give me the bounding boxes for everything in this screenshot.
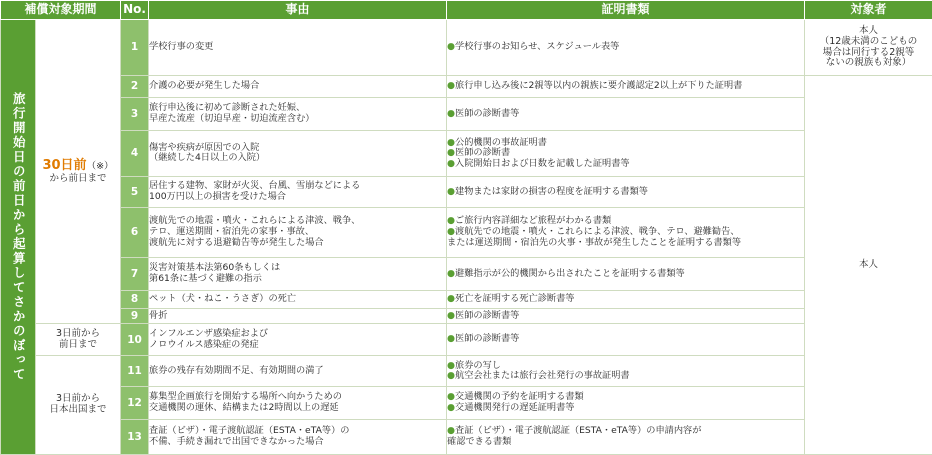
- document-line: ●医師の診断書等: [447, 333, 520, 345]
- bullet-icon: ●: [447, 215, 456, 227]
- reason-cell: [149, 290, 447, 308]
- reason-cell: [149, 324, 447, 356]
- table-row: [1, 257, 932, 290]
- documents-cell: [447, 176, 805, 207]
- documents-cell: [447, 20, 805, 76]
- bullet-icon: ●: [447, 267, 456, 279]
- period-line: 前日まで: [59, 338, 98, 350]
- reason-line: 渡航先に対する退避勧告等が発生した場合: [149, 236, 324, 248]
- reason-cell: [149, 97, 447, 130]
- document-line: ●医師の診断書: [447, 147, 511, 159]
- period-30-days: [36, 20, 121, 324]
- table-row: [1, 308, 932, 324]
- bullet-icon: ●: [447, 41, 456, 53]
- bullet-icon: ●: [447, 391, 456, 403]
- documents-cell: [447, 324, 805, 356]
- period-3-days: [36, 324, 121, 356]
- period-3-days-departure: [36, 356, 121, 455]
- period-vertical-text: 旅行開始日の前日から起算してさかのぼって: [11, 92, 27, 382]
- period-line: 日本出国まで: [49, 404, 107, 416]
- documents-cell: [447, 387, 805, 419]
- reason-line: 旅券の残存有効期間不足、有効期間の満了: [149, 365, 324, 377]
- documents-cell: [447, 257, 805, 290]
- documents-cell: [447, 76, 805, 98]
- reason-line: 学校行事の変更: [149, 41, 214, 53]
- reason-cell: [149, 419, 447, 454]
- row-number: 10: [121, 324, 149, 356]
- row-number: 11: [121, 356, 149, 387]
- row-number: 1: [121, 20, 149, 76]
- documents-cell: [447, 356, 805, 387]
- table-row: [1, 131, 932, 177]
- target-line: 本人: [859, 24, 879, 36]
- reason-cell: [149, 387, 447, 419]
- bullet-icon: ●: [447, 107, 456, 119]
- bullet-icon: ●: [447, 425, 456, 437]
- reason-cell: [149, 76, 447, 98]
- document-line: または運送期間・宿泊先の火事・事故が発生したことを証明する書類等: [447, 236, 742, 248]
- table-row: [1, 387, 932, 419]
- reason-line: 不備、手続き漏れで出国できなかった場合: [149, 435, 324, 447]
- row-number: 8: [121, 290, 149, 308]
- bullet-icon: ●: [447, 370, 456, 382]
- reason-line: ノロウイルス感染症の発症: [149, 338, 259, 350]
- header-target: 対象者: [805, 1, 932, 20]
- document-line: ●建物または家財の損害の程度を証明する書類等: [447, 185, 648, 197]
- table-row: [1, 290, 932, 308]
- reason-line: 早産た流産（切迫早産・切迫流産含む）: [149, 112, 315, 124]
- period-30-note: （※）: [86, 160, 114, 172]
- reason-line: インフルエンザ感染症および: [149, 328, 269, 340]
- reason-line: 渡航先での地震・噴火・これらによる津波、戦争、: [149, 215, 361, 227]
- reason-cell: [149, 207, 447, 257]
- documents-cell: [447, 308, 805, 324]
- target-line: ないの親族も対象）: [825, 57, 912, 69]
- bullet-icon: ●: [447, 402, 456, 414]
- reason-line: ペット（犬・ねこ・うさぎ）の死亡: [149, 292, 297, 304]
- header-row: [1, 1, 932, 20]
- document-line: 確認できる書類: [447, 435, 512, 447]
- reason-line: 100万円以上の損害を受けた場合: [149, 190, 286, 202]
- reason-line: 交通機関の運休、結構または2時間以上の遅延: [149, 402, 339, 414]
- row-number: 6: [121, 207, 149, 257]
- reason-line: 傷害や疾病が原因での入院: [149, 141, 260, 153]
- target-cell-rest: 本人: [805, 76, 932, 455]
- document-line: ●査証（ビザ）・電子渡航認証（ESTA・eTA等）の申請内容が: [447, 425, 702, 437]
- reason-line: 骨折: [149, 309, 168, 321]
- document-line: ●死亡を証明する死亡診断書等: [447, 292, 575, 304]
- bullet-icon: ●: [447, 292, 456, 304]
- table-row: [1, 176, 932, 207]
- row-number: 9: [121, 308, 149, 324]
- row-number: 4: [121, 131, 149, 177]
- reason-line: 査証（ビザ）・電子渡航認証（ESTA・eTA等）の: [149, 425, 350, 437]
- period-30-lead: 30日前: [42, 157, 87, 173]
- document-line: ●交通機関の予約を証明する書類: [447, 391, 584, 403]
- header-reason: 事由: [149, 1, 447, 20]
- reason-cell: [149, 308, 447, 324]
- reason-line: 第61条に基づく避難の指示: [149, 272, 262, 284]
- period-line: 3日前から: [55, 327, 101, 339]
- row-number: 5: [121, 176, 149, 207]
- reason-line: テロ、運送期間・宿泊先の家事・事故、: [149, 226, 315, 237]
- document-line: ●渡航先での地震・噴火・これらによる津波、戦争、テロ、避難勧告、: [447, 226, 740, 237]
- document-line: ●航空会社または旅行会社発行の事故証明書: [447, 370, 630, 382]
- reason-cell: [149, 257, 447, 290]
- document-line: ●公的機関の事故証明書: [447, 136, 547, 148]
- reason-line: 災害対策基本法第60条もしくは: [149, 262, 281, 274]
- row-number: 12: [121, 387, 149, 419]
- period-line: 3日前から: [55, 393, 101, 405]
- table-row: [1, 76, 932, 98]
- table-row: [1, 419, 932, 454]
- table-row: [1, 356, 932, 387]
- bullet-icon: ●: [447, 147, 456, 159]
- bullet-icon: ●: [447, 136, 456, 148]
- document-line: ●旅券の写し: [447, 359, 501, 371]
- header-period: 補償対象期間: [1, 1, 121, 20]
- target-line: （12歳未満のこどもの: [819, 35, 918, 47]
- documents-cell: [447, 97, 805, 130]
- document-line: ●旅行申し込み後に2親等以内の親族に要介護認定2以上が下りた証明書: [447, 80, 743, 92]
- bullet-icon: ●: [447, 333, 456, 345]
- documents-cell: [447, 131, 805, 177]
- bullet-icon: ●: [447, 185, 456, 197]
- reason-cell: [149, 131, 447, 177]
- document-line: ●ご旅行内容詳細など旅程がわかる書類: [447, 215, 612, 227]
- bullet-icon: ●: [447, 226, 456, 237]
- table-row: [1, 324, 932, 356]
- reason-line: 募集型企画旅行を開始する場所へ向かうための: [149, 391, 342, 403]
- reason-cell: [149, 356, 447, 387]
- row-number: 2: [121, 76, 149, 98]
- target-line: 場合は同行する2親等: [822, 46, 915, 58]
- reason-cell: [149, 20, 447, 76]
- document-line: ●避難指示が公的機関から出されたことを証明する書類等: [447, 267, 685, 279]
- documents-cell: [447, 290, 805, 308]
- header-documents: 証明書類: [447, 1, 805, 20]
- bullet-icon: ●: [447, 157, 456, 169]
- bullet-icon: ●: [447, 80, 456, 92]
- reason-line: 旅行申込後に初めて診断された妊娠、: [149, 102, 306, 114]
- bullet-icon: ●: [447, 359, 456, 371]
- table-row: [1, 207, 932, 257]
- document-line: ●医師の診断書等: [447, 309, 520, 321]
- document-line: ●学校行事のお知らせ、スケジュール表等: [447, 41, 620, 53]
- row-number: 7: [121, 257, 149, 290]
- reason-line: 介護の必要が発生した場合: [149, 80, 260, 92]
- table-row: [1, 97, 932, 130]
- period-vertical-label: [1, 20, 36, 455]
- header-no: No.: [121, 1, 149, 20]
- row-number: 13: [121, 419, 149, 454]
- reason-line: 居住する建物、家財が火災、台風、雪崩などによる: [149, 180, 361, 192]
- period-30-tail: から前日まで: [49, 172, 107, 184]
- bullet-icon: ●: [447, 309, 456, 321]
- reason-cell: [149, 176, 447, 207]
- target-cell-row1: [805, 20, 932, 76]
- documents-cell: [447, 419, 805, 454]
- table-row: [1, 20, 932, 76]
- reason-line: （継続した4日以上の入院）: [149, 152, 266, 164]
- document-line: ●入院開始日および日数を記載した証明書等: [447, 157, 630, 169]
- document-line: ●医師の診断書等: [447, 107, 520, 119]
- document-line: ●交通機関発行の遅延証明書等: [447, 402, 575, 414]
- documents-cell: [447, 207, 805, 257]
- row-number: 3: [121, 97, 149, 130]
